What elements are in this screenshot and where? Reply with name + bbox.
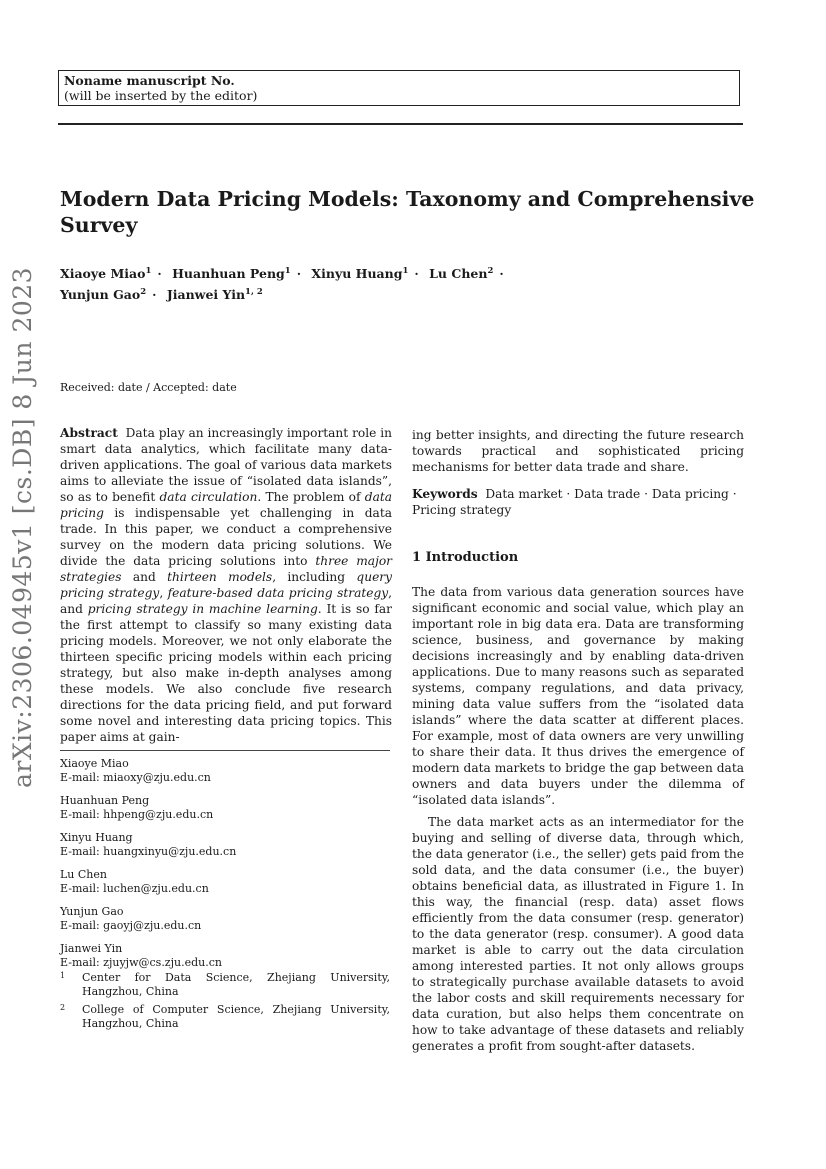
arxiv-id: arXiv:2306.04945v1 [cs.DB] 8 Jun 2023 <box>8 266 37 788</box>
email-address: E-mail: luchen@zju.edu.cn <box>60 882 209 895</box>
abstract-label: Abstract <box>60 426 118 440</box>
author-list: Xiaoye Miao$^1$ · Huanhuan Peng$^1$ · Xinyu Huang$^1$ · Lu Chen$^2$ · Yunjun Gao$^2$ · Jianwei Yin$^{1, 2}$ <box>60 266 504 303</box>
introduction-body <box>412 584 744 1054</box>
keywords-text: Data market · Data trade · Data pricing · Pricing strategy <box>412 487 737 517</box>
affiliations <box>60 971 390 1035</box>
keywords-label: Keywords <box>412 487 478 501</box>
received-date: Received: date / Accepted: date <box>60 381 237 394</box>
author-emails: Xiaoye Miao E-mail: miaoxy@zju.edu.cn Huanhuan Peng E-mail: hhpeng@zju.edu.cn Xinyu Huang E-mail: huangxinyu@zju.edu.cn Lu Chen E-mail: luchen@zju.edu.cn Yunjun Gao E-mail: gaoyj@zju.edu.cn Jianwei Yin E-mail: zjuyjw@cs.zju.edu.cn <box>60 757 390 979</box>
email-address: E-mail: hhpeng@zju.edu.cn <box>60 808 214 821</box>
author-name: Jianwei Yin <box>166 287 246 303</box>
manuscript-note: (will be inserted by the editor) <box>64 88 258 103</box>
intro-paragraph: The data market acts as an intermediator for the buying and selling of diverse data, through which, the data generator (i.e., the seller) gets paid from the sold data, and the data consumer (i.e., the buyer) obtains beneficial data, as illustrated in Figure 1. In this way, the financial (resp. data) asset flows efficiently from the data consumer (resp. generator) to the data generator (resp. consumer). A good data market is able to carry out the data circulation among interested parties. It not only allows groups to strategically purchase available datasets to avoid the labor costs and skill requirements necessary for data curation, but also helps them concentrate on how to take advantage of these datasets and reliably generates a profit from sought-after datasets. <box>412 815 744 1053</box>
author-name: Xiaoye Miao <box>60 266 146 282</box>
email-address: E-mail: zjuyjw@cs.zju.edu.cn <box>60 956 222 969</box>
arxiv-sidebar-stamp <box>8 266 48 788</box>
affiliation-item: 1 Center for Data Science, Zhejiang University, Hangzhou, China <box>60 971 390 998</box>
abstract-continued: ing better insights, and directing the future research towards practical and sophisticated pricing mechanisms for better data trade and share. <box>412 428 744 474</box>
affiliation-item: 2 College of Computer Science, Zhejiang University, Hangzhou, China <box>60 1003 390 1030</box>
keywords <box>412 486 744 518</box>
email-address: E-mail: gaoyj@zju.edu.cn <box>60 919 202 932</box>
paper-title: Modern Data Pricing Models: Taxonomy and Comprehensive Survey <box>60 187 755 237</box>
manuscript-header-box <box>58 70 740 106</box>
manuscript-number: Noname manuscript No. <box>64 73 235 88</box>
author-name: Xinyu Huang <box>311 266 403 282</box>
footnote-rule <box>60 750 390 751</box>
email-address: E-mail: miaoxy@zju.edu.cn <box>60 771 211 784</box>
author-name: Lu Chen <box>429 266 488 282</box>
section-heading: 1 Introduction <box>412 550 519 565</box>
author-name: Huanhuan Peng <box>172 266 285 282</box>
intro-paragraph: The data from various data generation sources have significant economic and social value, which play an important role in big data era. Data are transforming science, business, and governance by making decisions increasingly and by enabling data-driven applications. Due to many reasons such as separated systems, company regulations, and data privacy, mining data value suffers from the “isolated data islands” where the data scatter at different places. For example, most of data owners are very unwilling to share their data. It thus drives the emergence of modern data markets to bridge the gap between data owners and data buyers under the dilemma of “isolated data islands”. <box>412 585 744 807</box>
header-rule <box>58 123 743 125</box>
abstract-left-column: Abstract Data play an increasingly important role in smart data analytics, which facilitate many data-driven applications. The goal of various data markets aims to alleviate the issue of “isolated data islands”, so as to benefit data circulation. The problem of data pricing is indispensable yet challenging in data trade. In this paper, we conduct a comprehensive survey on the modern data pricing solutions. We divide the data pricing solutions into three major strategies and thirteen models, including query pricing strategy, feature-based data pricing strategy, and pricing strategy in machine learning. It is so far the first attempt to classify so many existing data pricing models. Moreover, we not only elaborate the thirteen specific pricing models within each pricing strategy, but also make in-depth analyses among these models. We also conclude five research directions for the data pricing field, and put forward some novel and interesting data pricing topics. This paper aims at gain- <box>60 426 393 744</box>
email-address: E-mail: huangxinyu@zju.edu.cn <box>60 845 237 858</box>
author-name: Yunjun Gao <box>60 287 141 303</box>
